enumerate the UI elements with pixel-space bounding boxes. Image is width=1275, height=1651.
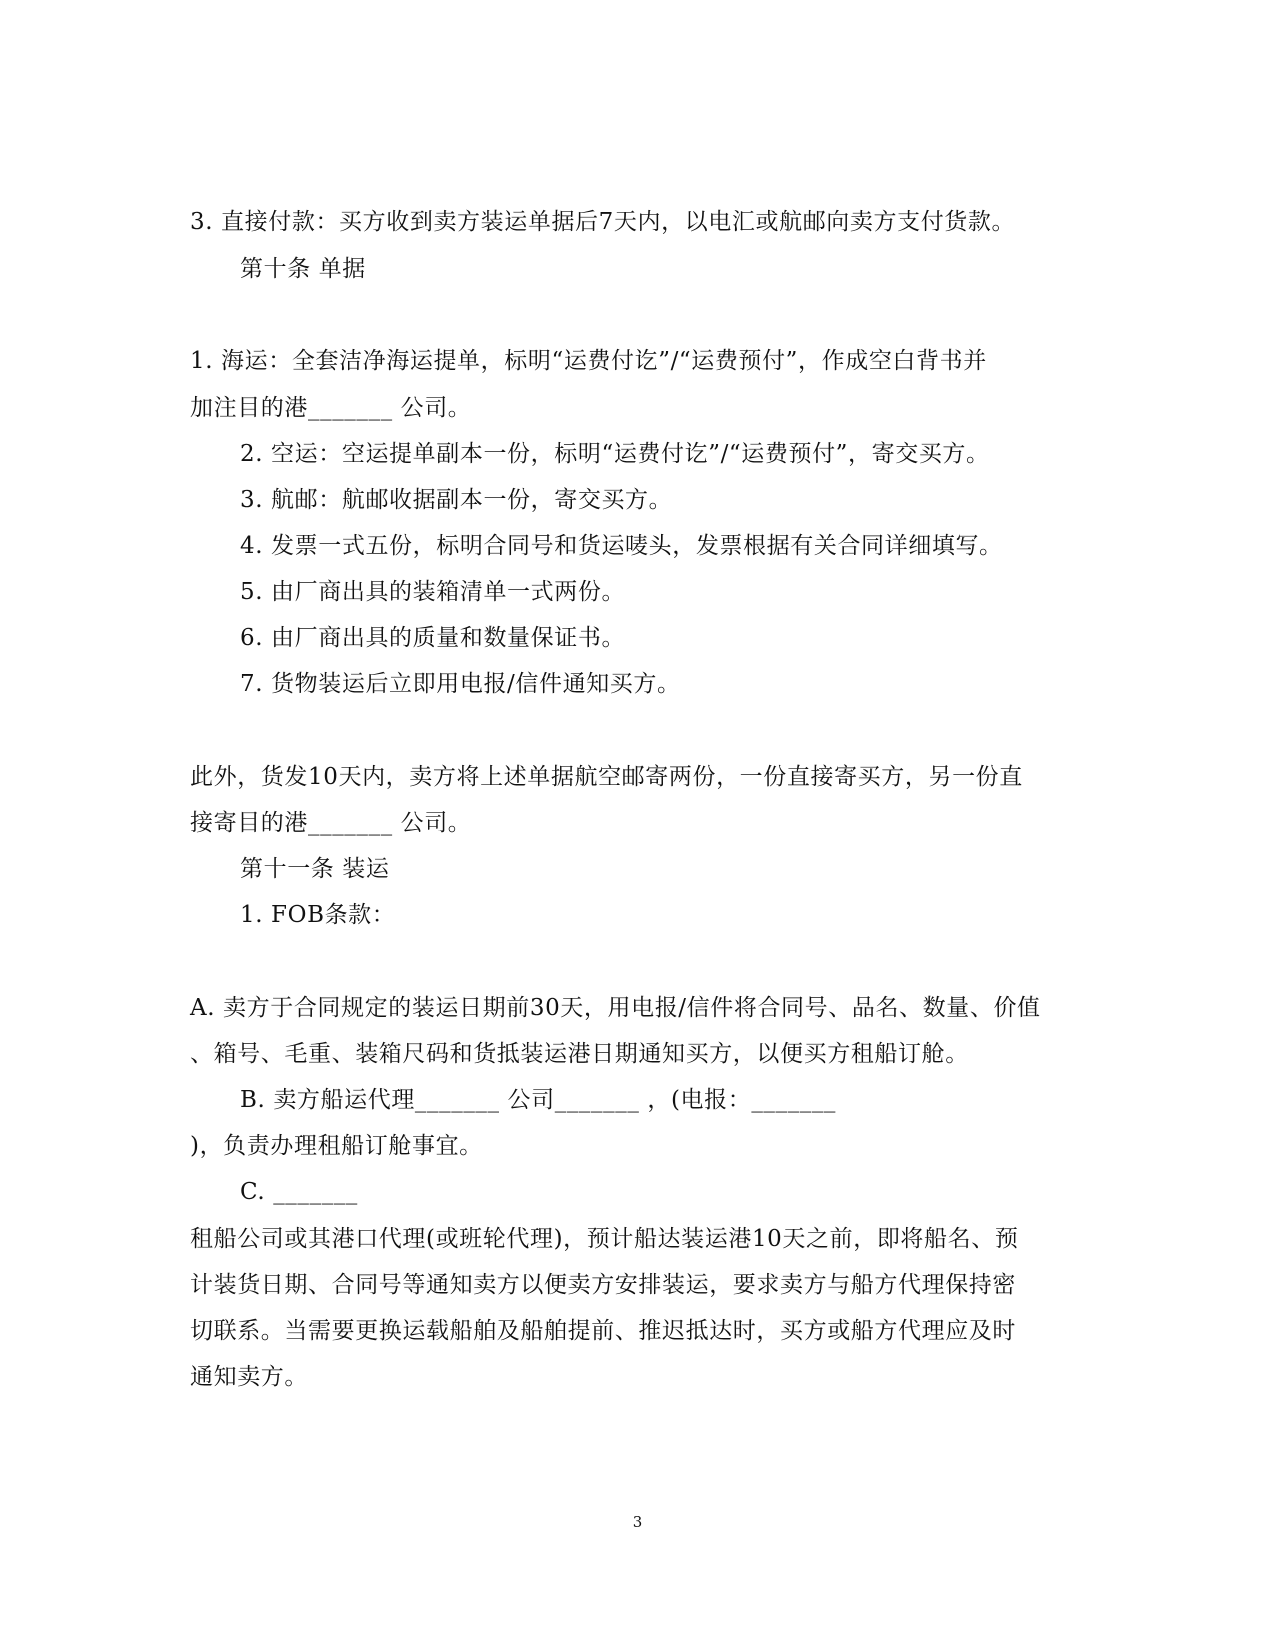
paragraph-additional-documents: 此外，货发10天内，卖方将上述单据航空邮寄两份，一份直接寄买方，另一份直 xyxy=(190,764,1023,790)
article-11-heading: 第十一条 装运 xyxy=(240,856,390,882)
paragraph-packing-list: 5. 由厂商出具的装箱清单一式两份。 xyxy=(240,579,626,605)
paragraph-additional-documents-cont: 接寄目的港_______ 公司。 xyxy=(190,810,472,836)
paragraph-clause-b-cont: )，负责办理租船订舱事宜。 xyxy=(190,1133,483,1159)
paragraph-air-freight: 2. 空运：空运提单副本一份，标明“运费付讫”/“运费预付”，寄交买方。 xyxy=(240,441,990,467)
paragraph-sea-freight: 1. 海运：全套洁净海运提单，标明“运费付讫”/“运费预付”，作成空白背书并 xyxy=(190,348,987,374)
paragraph-clause-b: B. 卖方船运代理_______ 公司_______ ，(电报：_______ xyxy=(240,1087,837,1113)
paragraph-sea-freight-cont: 加注目的港_______ 公司。 xyxy=(190,395,472,421)
clause-fob-heading: 1. FOB条款： xyxy=(240,902,396,928)
paragraph-air-mail: 3. 航邮：航邮收据副本一份，寄交买方。 xyxy=(240,487,673,513)
paragraph-quality-certificate: 6. 由厂商出具的质量和数量保证书。 xyxy=(240,625,626,651)
paragraph-direct-payment: 3. 直接付款：买方收到卖方装运单据后7天内，以电汇或航邮向卖方支付货款。 xyxy=(190,209,1016,235)
paragraph-clause-c: C. _______ xyxy=(240,1179,358,1205)
page-number: 3 xyxy=(632,1513,643,1531)
paragraph-shipment-notice: 7. 货物装运后立即用电报/信件通知买方。 xyxy=(240,671,681,697)
paragraph-clause-c-body-2: 计装货日期、合同号等通知卖方以便卖方安排装运，要求卖方与船方代理保持密 xyxy=(190,1272,1016,1298)
paragraph-clause-c-body-3: 切联系。当需要更换运载船舶及船舶提前、推迟抵达时，买方或船方代理应及时 xyxy=(190,1318,1016,1344)
article-10-heading: 第十条 单据 xyxy=(240,256,366,282)
paragraph-clause-c-body-4: 通知卖方。 xyxy=(190,1364,308,1390)
paragraph-clause-a-cont: 、箱号、毛重、装箱尺码和货抵装运港日期通知买方，以便买方租船订舱。 xyxy=(190,1041,969,1067)
paragraph-clause-c-body-1: 租船公司或其港口代理(或班轮代理)，预计船达装运港10天之前，即将船名、预 xyxy=(190,1226,1019,1252)
paragraph-invoice: 4. 发票一式五份，标明合同号和货运唛头，发票根据有关合同详细填写。 xyxy=(240,533,1003,559)
paragraph-clause-a: A. 卖方于合同规定的装运日期前30天，用电报/信件将合同号、品名、数量、价值 xyxy=(190,995,1041,1021)
